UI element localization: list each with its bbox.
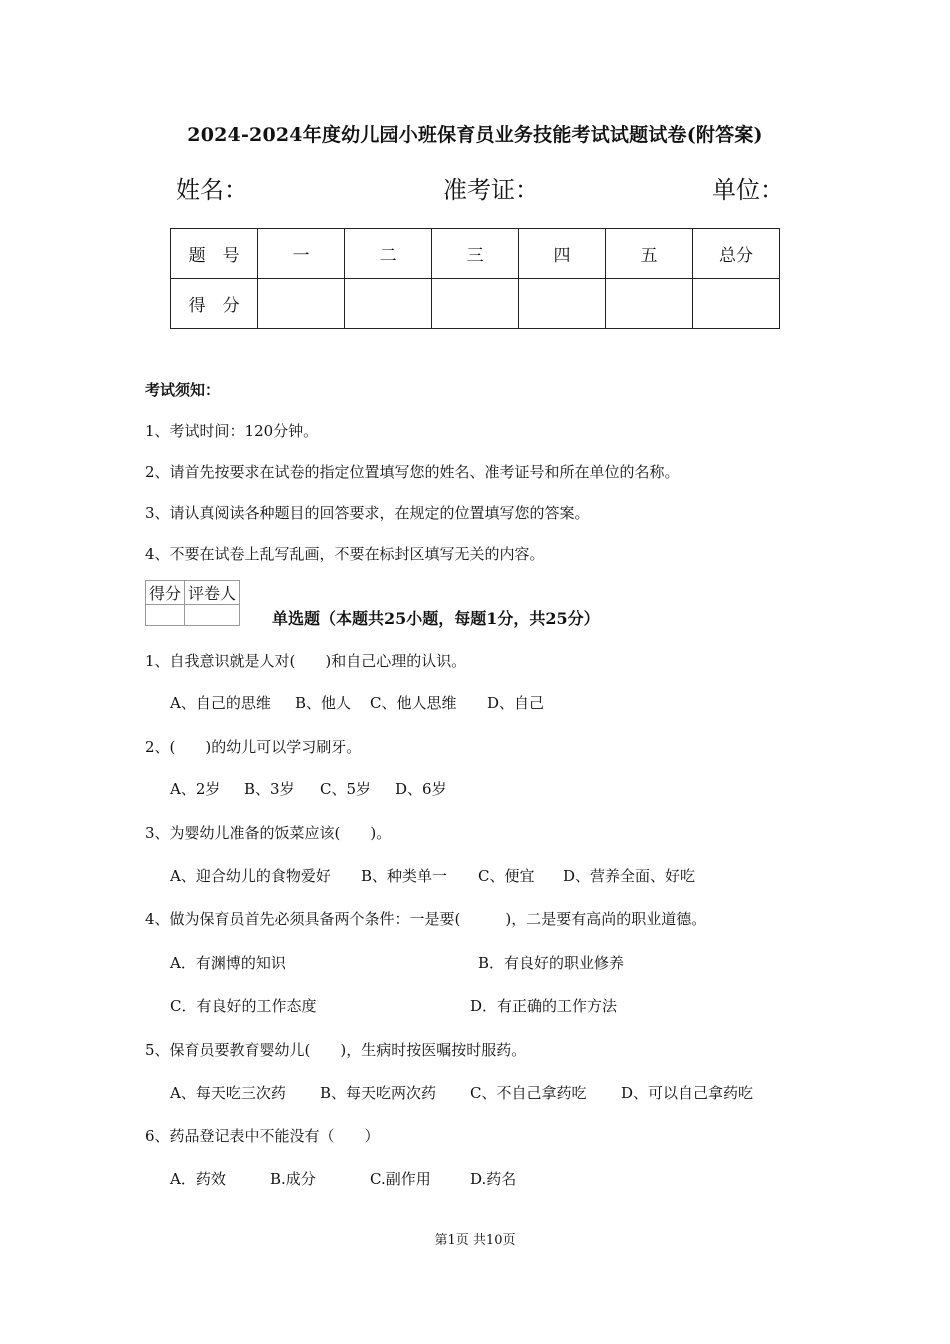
question-option[interactable]: A、每天吃三次药 xyxy=(170,1084,286,1102)
score-table-col-4: 四 xyxy=(519,229,606,279)
grader-box xyxy=(145,580,240,626)
page-footer: 第1页 共10页 xyxy=(434,1233,516,1248)
question-option[interactable]: D、营养全面、好吃 xyxy=(563,867,696,885)
grader-score-cell[interactable] xyxy=(146,605,185,626)
question-option[interactable]: B．有良好的职业修养 xyxy=(478,954,625,972)
score-table xyxy=(170,228,780,329)
question-option[interactable]: D、可以自己拿药吃 xyxy=(621,1084,754,1102)
score-cell-total[interactable] xyxy=(692,279,779,329)
question-option[interactable]: A．药效 xyxy=(170,1170,226,1188)
score-table-score-row xyxy=(171,279,780,329)
question-stem: 2、( )的幼儿可以学习刷牙。 xyxy=(145,738,362,756)
question-stem: 3、为婴幼儿准备的饭菜应该( )。 xyxy=(145,824,392,842)
unit-label: 单位： xyxy=(712,176,784,204)
question-option[interactable]: A、自己的思维 xyxy=(170,694,271,712)
page-title: 2024-2024年度幼儿园小班保育员业务技能考试试题试卷(附答案) xyxy=(187,124,763,146)
score-cell[interactable] xyxy=(345,279,432,329)
score-table-score-label: 得 分 xyxy=(171,279,258,329)
question-stem: 6、药品登记表中不能没有（ ） xyxy=(145,1127,380,1145)
score-cell[interactable] xyxy=(606,279,693,329)
question-stem: 1、自我意识就是人对( )和自己心理的认识。 xyxy=(145,652,467,670)
score-cell[interactable] xyxy=(432,279,519,329)
score-cell[interactable] xyxy=(519,279,606,329)
question-option[interactable]: C、不自己拿药吃 xyxy=(470,1084,587,1102)
question-option[interactable]: C．有良好的工作态度 xyxy=(170,997,317,1015)
question-option[interactable]: C、便宜 xyxy=(478,867,535,885)
name-label: 姓名： xyxy=(176,176,248,204)
question-option[interactable]: B、每天吃两次药 xyxy=(320,1084,437,1102)
question-option[interactable]: C、他人思维 xyxy=(370,694,457,712)
score-table-header-label: 题 号 xyxy=(171,229,258,279)
section-title: 单选题（本题共25小题，每题1分，共25分） xyxy=(272,609,600,628)
question-option[interactable]: D、6岁 xyxy=(395,780,447,798)
question-option[interactable]: A、迎合幼儿的食物爱好 xyxy=(170,867,331,885)
question-option[interactable]: B、3岁 xyxy=(244,780,295,798)
notice-item: 2、请首先按要求在试卷的指定位置填写您的姓名、准考证号和所在单位的名称。 xyxy=(145,463,680,481)
question-option[interactable]: D．有正确的工作方法 xyxy=(470,997,618,1015)
score-table-col-5: 五 xyxy=(606,229,693,279)
question-option[interactable]: A、2岁 xyxy=(170,780,221,798)
score-table-col-total: 总分 xyxy=(692,229,779,279)
question-stem: 5、保育员要教育婴幼儿( )，生病时按医嘱按时服药。 xyxy=(145,1041,527,1059)
notice-title: 考试须知： xyxy=(145,381,221,399)
question-option[interactable]: C.副作用 xyxy=(370,1170,431,1188)
grader-name-cell[interactable] xyxy=(185,605,240,626)
question-option[interactable]: B.成分 xyxy=(270,1170,316,1188)
score-table-col-2: 二 xyxy=(345,229,432,279)
grader-name-label: 评卷人 xyxy=(185,581,240,605)
question-option[interactable]: A．有渊博的知识 xyxy=(170,954,286,972)
score-table-header-row xyxy=(171,229,780,279)
question-option[interactable]: D.药名 xyxy=(470,1170,517,1188)
question-stem: 4、做为保育员首先必须具备两个条件：一是要( )，二是要有高尚的职业道德。 xyxy=(145,910,707,928)
grader-score-label: 得分 xyxy=(146,581,185,605)
question-option[interactable]: C、5岁 xyxy=(320,780,372,798)
notice-item: 1、考试时间：120分钟。 xyxy=(145,422,319,440)
score-table-col-3: 三 xyxy=(432,229,519,279)
notice-item: 3、请认真阅读各种题目的回答要求，在规定的位置填写您的答案。 xyxy=(145,504,590,522)
score-table-col-1: 一 xyxy=(258,229,345,279)
question-option[interactable]: D、自己 xyxy=(487,694,545,712)
question-option[interactable]: B、种类单一 xyxy=(361,867,448,885)
score-cell[interactable] xyxy=(258,279,345,329)
exam-id-label: 准考证： xyxy=(443,176,539,204)
question-option[interactable]: B、他人 xyxy=(295,694,352,712)
notice-item: 4、不要在试卷上乱写乱画，不要在标封区填写无关的内容。 xyxy=(145,545,545,563)
